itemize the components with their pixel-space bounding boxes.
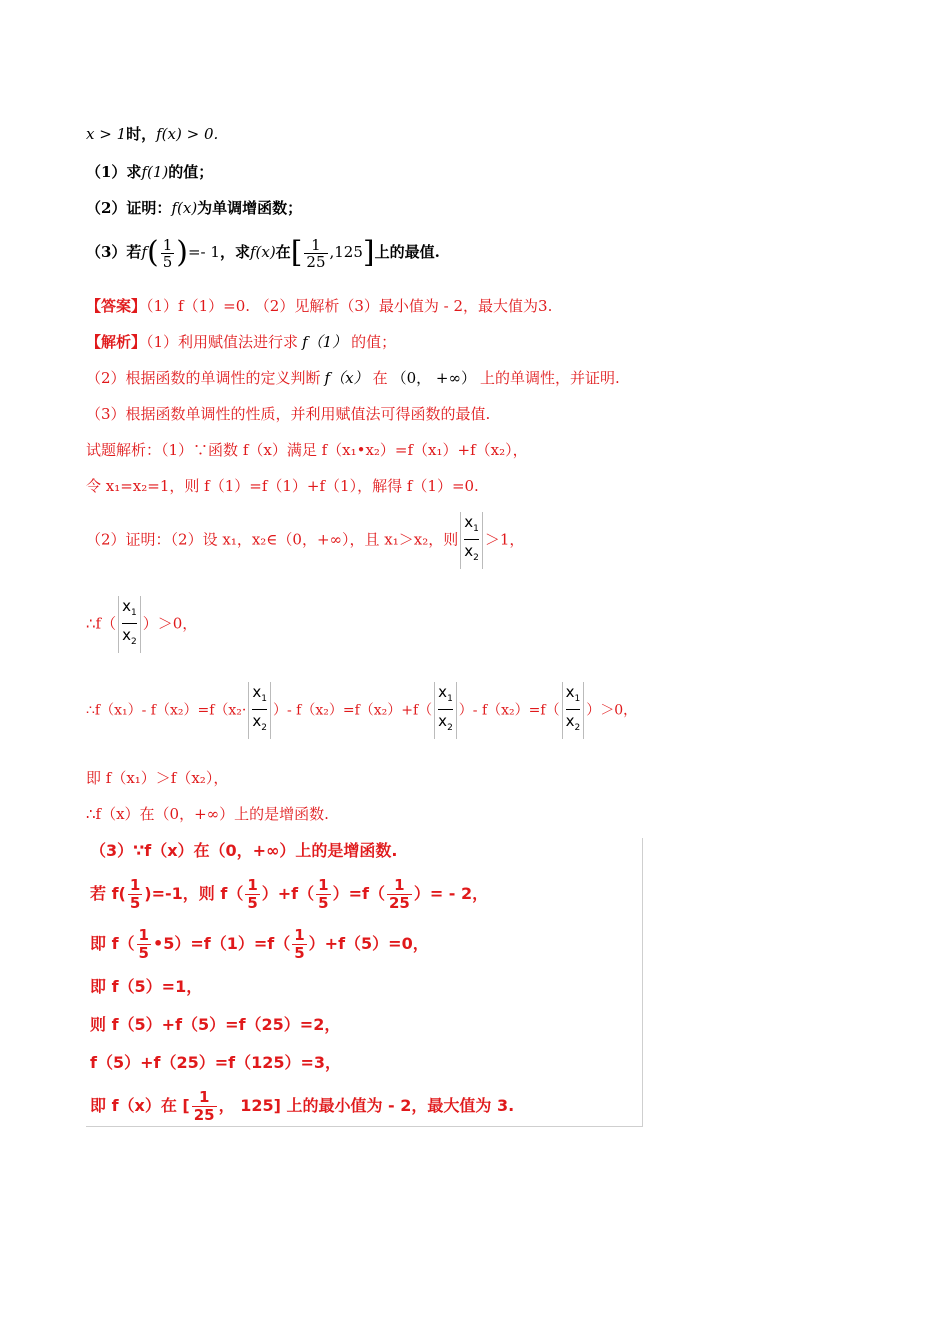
q3-interval-fraction: $\frac{1}{25}$ (306, 235, 326, 271)
solution-line-6 (86, 768, 228, 788)
box-line-7: 即 f（x）在 [ $\frac{1}{25}$ ， 125] 上的最小值为 - 2，最大值为 3. (90, 1088, 515, 1124)
fraction-x1-x2: $\frac{x_1}{x_2}$ (434, 682, 457, 739)
analysis-2-text: （2）根据函数的单调性的定义判断 (86, 369, 321, 387)
question-3: （3）若f( $\frac{1}{5}$ )=- 1，求f(x)在[ $\frac{1}{25}$ ,125]上的最值. (86, 235, 440, 271)
answer-line (86, 296, 552, 316)
analysis-label: 【解析】 (86, 333, 147, 351)
q1-label: （1）求 (86, 163, 142, 181)
solution-6-text: 即 f（x₁）＞f（x₂）， (86, 769, 229, 787)
analysis-line-2 (86, 368, 620, 388)
box-line-4: 即 f（5）=1， (90, 977, 203, 996)
q3-fraction: $\frac{1}{5}$ (162, 235, 173, 271)
condition-line (86, 124, 218, 144)
condition-text: 时， (126, 125, 157, 143)
q3-in: 在 (275, 243, 291, 261)
fraction-x1-x2: $\frac{x_1}{x_2}$ (248, 682, 271, 739)
box-line-1: （3）∵f（x）在（0，+∞）上的是增函数. (90, 841, 398, 860)
fraction-x1-x2: $\frac{x_1}{x_2}$ (562, 682, 585, 739)
solution-line-5 (86, 682, 637, 739)
answer-label: 【答案】 (86, 297, 147, 315)
q3-mid: ，求 (219, 243, 250, 261)
solution-5-d: ）＞0， (586, 702, 638, 719)
box-line-5: 则 f（5）+f（5）=f（25）=2， (90, 1015, 341, 1034)
q3-eq: =- 1 (187, 243, 220, 261)
condition-math2: f(x) > 0. (156, 125, 219, 143)
q3-label: （3）若 (86, 243, 142, 261)
box-line-6: f（5）+f（25）=f（125）=3， (90, 1053, 342, 1072)
analysis-line-1 (86, 332, 396, 352)
solution-line-4 (86, 596, 197, 653)
fraction-x1-x2: $\frac{x_1}{x_2}$ (118, 596, 141, 653)
solution-2-text: 令 x₁=x₂=1，则 f（1）=f（1）+f（1），解得 f（1）=0. (86, 477, 479, 495)
q3-int-upper: ,125 (329, 243, 363, 261)
solution-5-b: ）- f（x₂）=f（x₂）+f（ (272, 702, 433, 719)
analysis-1-text: （1）利用赋值法进行求 (146, 333, 299, 351)
q3-tail: 上的最值. (374, 243, 440, 261)
solution-3-pre: （2）证明：（2）设 x₁，x₂∈（0，+∞），且 x₁＞x₂，则 (86, 530, 459, 549)
solution-5-c: ）- f（x₂）=f（ (458, 702, 560, 719)
q2-label: （2）证明： (86, 199, 172, 217)
box-line-2: 若 f( $\frac{1}{5}$ )=-1，则 f（ $\frac{1}{5}$ ）+f（ $\frac{1}{5}$ ）=f（ $\frac{1}{25}$ ）= - 2， (90, 876, 489, 912)
q2-tail: 为单调增函数； (197, 199, 303, 217)
condition-math: x > 1 (86, 125, 127, 143)
fraction-x1-x2: $\frac{x_1}{x_2}$ (460, 512, 483, 569)
q1-math: f(1) (141, 163, 169, 181)
box-line-3: 即 f（ $\frac{1}{5}$ •5）=f（1）=f（ $\frac{1}{5}$ ）+f（5）=0， (90, 926, 429, 962)
analysis-line-3 (86, 404, 490, 424)
q3-fx: f(x) (249, 243, 276, 261)
solution-3-post: ＞1， (484, 530, 525, 549)
analysis-1-math: f（1） (302, 333, 348, 351)
question-2 (86, 198, 302, 218)
answer-text: （1）f（1）=0. （2）见解析（3）最小值为 - 2，最大值为3. (146, 297, 553, 315)
analysis-3-text: （3）根据函数单调性的性质，并利用赋值法可得函数的最值. (86, 405, 491, 423)
q1-tail: 的值； (168, 163, 214, 181)
solution-line-1 (86, 440, 528, 460)
analysis-1-tail: 的值； (351, 333, 397, 351)
solution-line-2 (86, 476, 479, 496)
solution-part3-box (86, 838, 643, 1127)
analysis-2-interval: （0， +∞） (391, 369, 476, 387)
question-1 (86, 162, 213, 182)
q3-f: f (141, 243, 147, 261)
solution-7-text: ∴f（x）在（0，+∞）上的是增函数. (86, 805, 329, 823)
solution-5-a: ∴f（x₁）- f（x₂）=f（x₂· (86, 702, 247, 719)
analysis-2-tail: 上的单调性，并证明. (479, 369, 620, 387)
analysis-2-mid: 在 (372, 369, 388, 387)
solution-line-3 (86, 512, 524, 569)
solution-1-text: 试题解析：（1）∵函数 f（x）满足 f（x₁•x₂）=f（x₁）+f（x₂）， (86, 441, 528, 459)
q2-math: f(x) (171, 199, 198, 217)
solution-line-7 (86, 804, 329, 824)
analysis-2-math: f（x） (324, 369, 369, 387)
solution-4-pre: ∴f（ (86, 614, 117, 633)
solution-4-post: ）＞0， (142, 614, 198, 633)
